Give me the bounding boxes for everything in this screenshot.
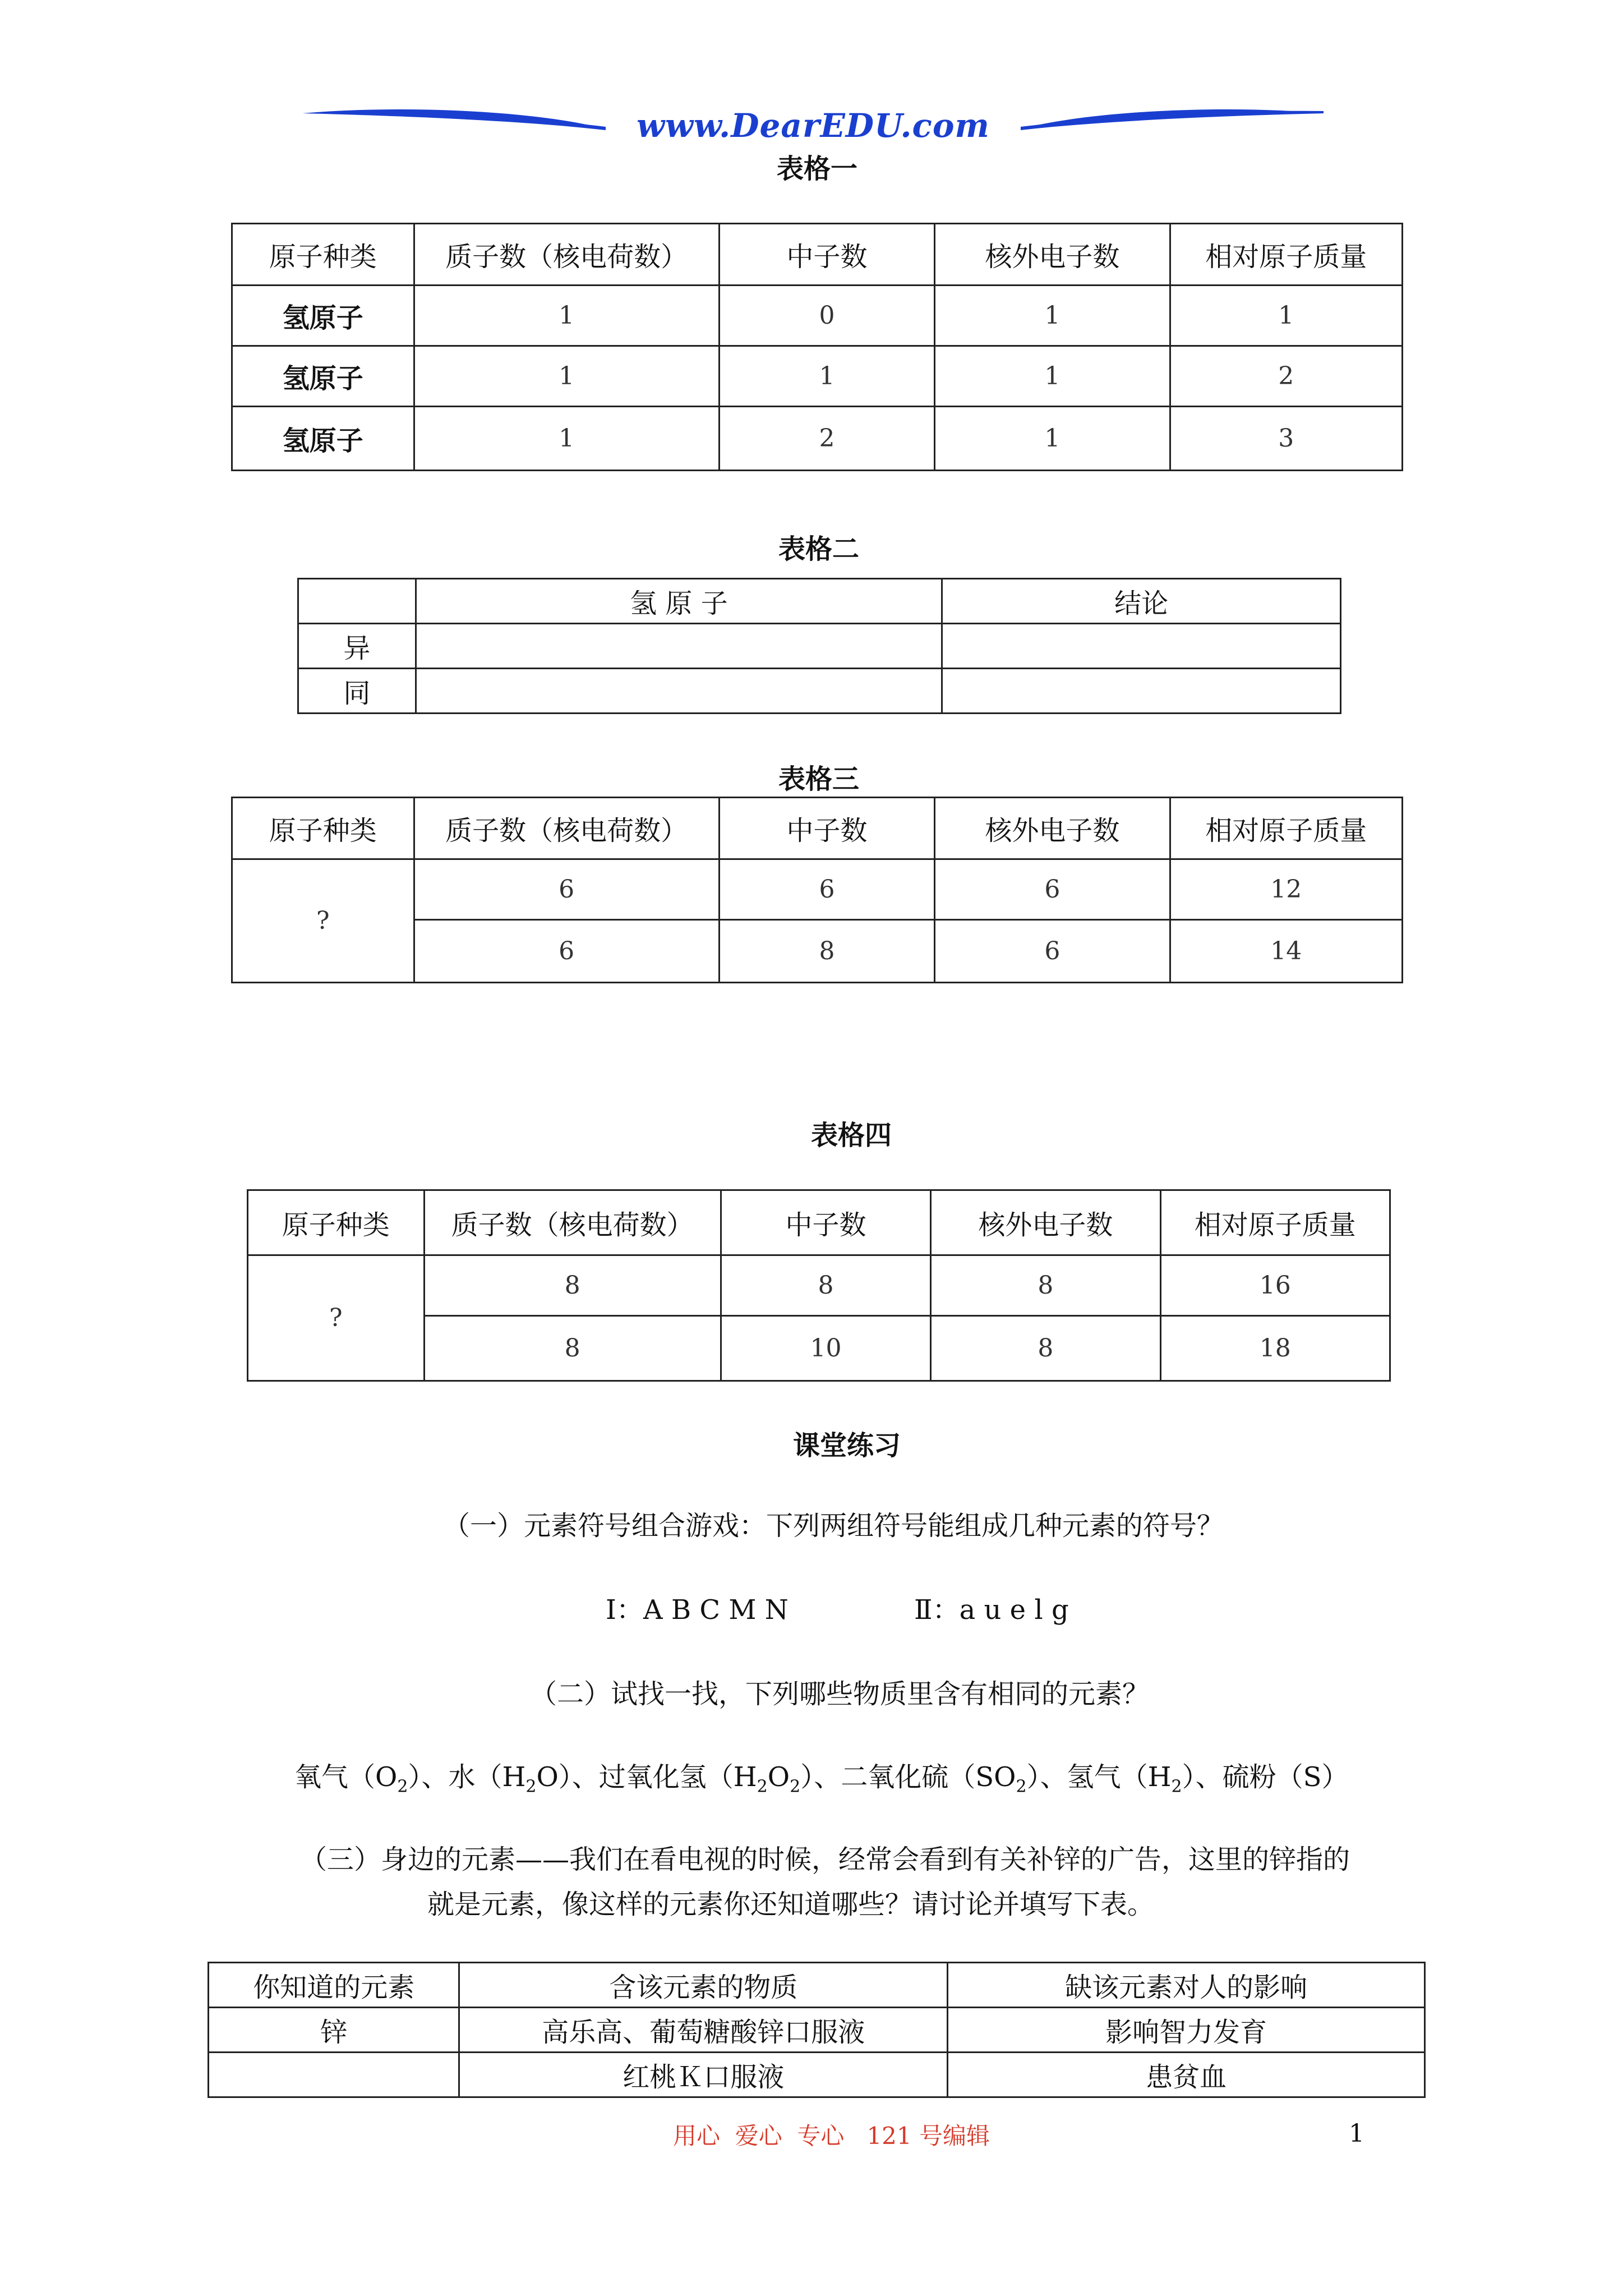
table4-cell: 10 [721,1316,930,1381]
table4-header: 原子种类 [248,1190,425,1255]
exercise-q1-group1: Ⅰ：A B C M N [606,1594,789,1626]
table2-header [298,579,416,624]
table-row [232,407,1403,471]
table1 [231,223,1403,471]
table5-cell: 锌 [209,2008,459,2053]
table1-cell: 0 [719,286,934,346]
table4-header: 质子数（核电荷数） [424,1190,721,1255]
table1-header: 相对原子质量 [1170,224,1402,286]
table3-cell: 6 [935,859,1170,920]
table5-cell: 患贫血 [948,2053,1425,2097]
table1-cell: 2 [719,407,934,471]
table4-header: 中子数 [721,1190,930,1255]
table3-cell: 12 [1170,859,1402,920]
table1-cell: 1 [935,407,1170,471]
substance-hydrogen: 氢气$(H_2)$、 [1067,1761,1223,1797]
table5-header-row [209,1963,1425,2008]
table3-cell: 14 [1170,920,1402,983]
table5 [208,1962,1426,2098]
table2-cell: 同 [298,669,416,714]
substance-oxygen: 氧气$(O_2)$、 [294,1761,449,1797]
table-row [298,624,1341,669]
exercise-q2: （二）试找一找，下列哪些物质里含有相同的元素？ [530,1678,1150,1710]
table5-cell [209,2053,459,2097]
table4-cell: 8 [424,1255,721,1316]
table1-header: 中子数 [719,224,934,286]
table3-cell: 6 [719,859,934,920]
table3-cell: 6 [414,920,719,983]
table4-merged-cell: ? [248,1255,425,1381]
table1-cell: 1 [1170,286,1402,346]
table3-header: 相对原子质量 [1170,798,1402,859]
table2-cell [942,624,1341,669]
table-row [232,286,1403,346]
table1-cell: 1 [935,346,1170,407]
table5-cell: 影响智力发育 [948,2008,1425,2053]
table1-header-row [232,224,1403,286]
exercise-q3-line1: （三）身边的元素——我们在看电视的时候，经常会看到有关补锌的广告，这里的锌指的 [300,1844,1350,1875]
page-number: 1 [1349,2119,1364,2148]
table5-header: 含该元素的物质 [459,1963,948,2008]
table2-header: 结论 [942,579,1341,624]
footer-text: 用心 爱心 专心 121 号编辑 [673,2122,990,2150]
table1-header: 核外电子数 [935,224,1170,286]
exercise-title: 课堂练习 [792,1430,901,1461]
table5-cell: 红桃Ｋ口服液 [459,2053,948,2097]
table-row [248,1255,1390,1316]
table2-caption: 表格二 [778,533,859,565]
table-row [209,2053,1425,2097]
table1-cell: 氢原子 [232,286,414,346]
table-row [298,669,1341,714]
table3-merged-cell: ? [232,859,414,983]
table4-cell: 8 [424,1316,721,1381]
table4-header: 相对原子质量 [1160,1190,1390,1255]
table5-cell: 高乐高、葡萄糖酸锌口服液 [459,2008,948,2053]
exercise-q1-group2: Ⅱ：a u e l g [914,1594,1069,1626]
table1-cell: 1 [719,346,934,407]
table1-header: 质子数（核电荷数） [414,224,719,286]
table1-header: 原子种类 [232,224,414,286]
exercise-q2-substances [294,1760,1348,1804]
substance-sulfur: 硫粉（S） [1222,1761,1349,1793]
table1-cell: 氢原子 [232,407,414,471]
table2-cell [416,624,942,669]
table4 [247,1189,1391,1382]
table-row [209,2008,1425,2053]
logo-text: www.DearEDU.com [637,107,990,145]
table3-cell: 8 [719,920,934,983]
substance-water: 水$(H_2O)$、 [448,1761,599,1797]
table3 [231,797,1403,983]
table4-cell: 8 [931,1255,1160,1316]
substance-so2: 二氧化硫$(SO_2)$、 [841,1761,1067,1797]
table3-header: 质子数（核电荷数） [414,798,719,859]
table2 [297,578,1341,714]
table2-header: 氢 原 子 [416,579,942,624]
exercise-q1: （一）元素符号组合游戏：下列两组符号能组成几种元素的符号？ [443,1510,1224,1542]
table2-cell [942,669,1341,714]
table3-header-row [232,798,1403,859]
exercise-q3-line2: 就是元素，像这样的元素你还知道哪些？请讨论并填写下表。 [427,1889,1155,1920]
table2-cell: 异 [298,624,416,669]
table3-header: 核外电子数 [935,798,1170,859]
table4-header-row [248,1190,1390,1255]
table-row [232,346,1403,407]
table3-caption: 表格三 [778,763,859,795]
table1-cell: 3 [1170,407,1402,471]
table4-cell: 8 [931,1316,1160,1381]
table1-cell: 1 [935,286,1170,346]
table2-header-row [298,579,1341,624]
table3-cell: 6 [935,920,1170,983]
table1-cell: 氢原子 [232,346,414,407]
table4-cell: 8 [721,1255,930,1316]
header-logo [303,101,1324,151]
table4-caption: 表格四 [810,1120,892,1151]
table1-caption: 表格一 [776,153,857,185]
table1-cell: 1 [414,286,719,346]
table4-cell: 18 [1160,1316,1390,1381]
table1-cell: 1 [414,346,719,407]
table1-cell: 2 [1170,346,1402,407]
table3-header: 原子种类 [232,798,414,859]
table5-header: 缺该元素对人的影响 [948,1963,1425,2008]
table4-header: 核外电子数 [931,1190,1160,1255]
table5-header: 你知道的元素 [209,1963,459,2008]
table4-cell: 16 [1160,1255,1390,1316]
table2-cell [416,669,942,714]
substance-peroxide: 过氧化氢$(H_2O_2)$、 [598,1761,841,1797]
table1-cell: 1 [414,407,719,471]
table-row [232,859,1403,920]
table3-header: 中子数 [719,798,934,859]
table3-cell: 6 [414,859,719,920]
